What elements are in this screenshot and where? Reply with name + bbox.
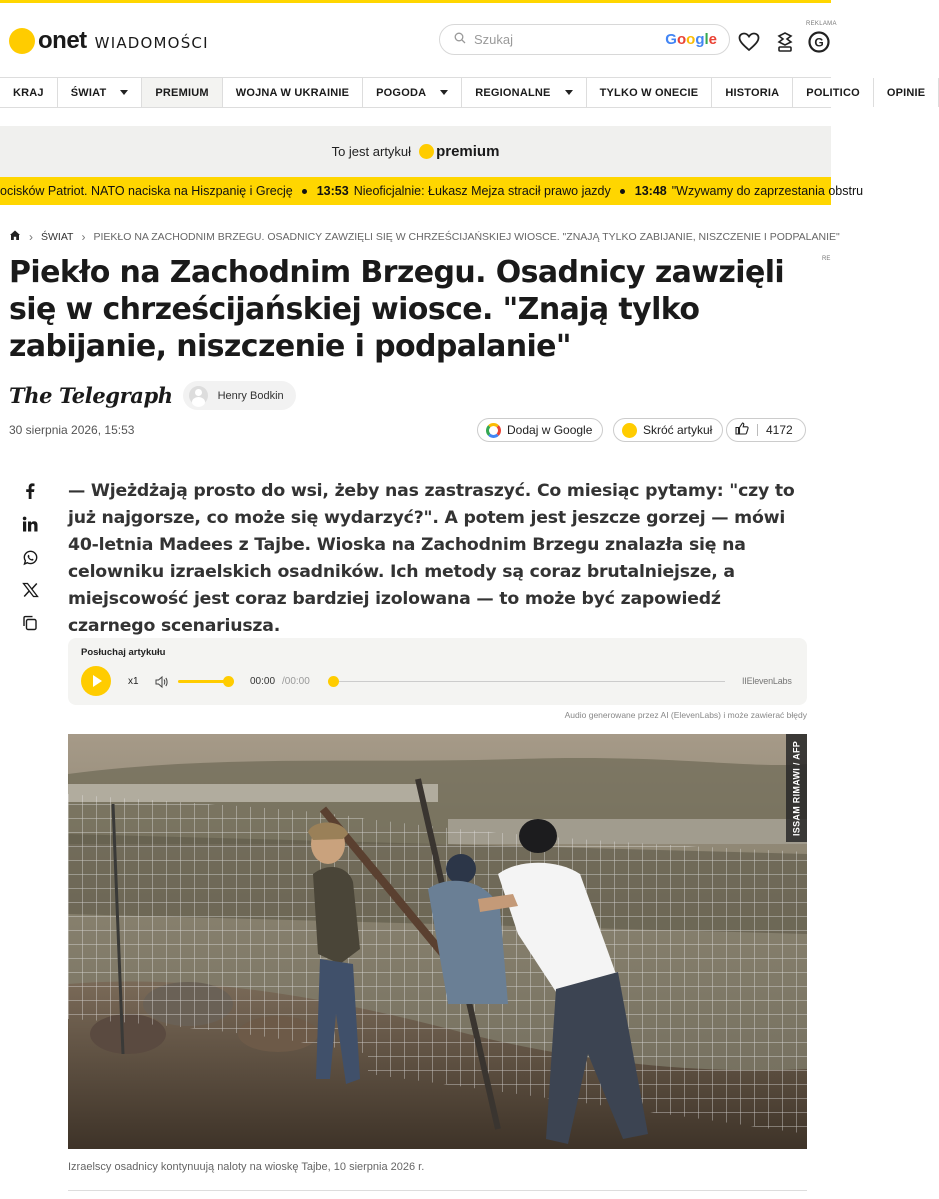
elevenlabs-logo: IIElevenLabs (742, 676, 792, 686)
search-input[interactable] (474, 32, 664, 47)
premium-text: To jest artykuł (331, 144, 412, 159)
progress-bar[interactable] (339, 681, 725, 682)
speed-button[interactable]: x1 (128, 676, 139, 687)
google-icon (486, 423, 501, 438)
search-icon (454, 31, 466, 49)
author-name: Henry Bodkin (217, 389, 284, 402)
x-icon[interactable] (18, 579, 42, 601)
nav-item-historia[interactable] (712, 78, 793, 107)
nav-item-kraj[interactable] (0, 78, 58, 107)
nav-item-politico[interactable] (793, 78, 874, 107)
onet-logo[interactable] (9, 27, 209, 55)
nav-item-label: TYLKO W ONECIE (599, 86, 699, 99)
chevron-down-icon (565, 90, 573, 95)
breadcrumb-section[interactable]: ŚWIAT (41, 230, 74, 243)
site-header (0, 3, 837, 75)
copy-icon[interactable] (18, 612, 42, 634)
divider (68, 1190, 807, 1191)
nav-item-label: REGIONALNE (475, 86, 551, 99)
divider (757, 424, 758, 436)
facebook-icon[interactable] (18, 480, 42, 502)
ticker-text: "Wzywamy do zaprzestania obstru (671, 184, 864, 198)
breadcrumb-current: PIEKŁO NA ZACHODNIM BRZEGU. OSADNICY ZAWZIĘLI SIĘ W CHRZEŚCIJAŃSKIEJ WIOSCE. "ZNAJĄ TYLKO ZABIJANIE, NISZCZENIE I PODPALANIE" (93, 230, 840, 243)
nav-item-label: HISTORIA (725, 86, 780, 99)
chevron-down-icon (120, 90, 128, 95)
side-ad-label: RE (822, 256, 831, 262)
logo-section: WIADOMOŚCI (94, 33, 209, 52)
google-logo: Google (665, 31, 717, 48)
article-photo[interactable] (68, 734, 807, 1149)
audio-player (68, 638, 807, 705)
volume-knob[interactable] (223, 676, 234, 687)
progress-knob[interactable] (328, 676, 339, 687)
chevron-right-icon: › (29, 229, 33, 244)
like-button[interactable] (726, 418, 806, 442)
byline (9, 381, 296, 410)
shorten-article-button[interactable] (613, 418, 723, 442)
audio-label: Posłuchaj artykułu (81, 647, 166, 658)
summary-icon (622, 423, 637, 438)
publish-date: 30 sierpnia 2026, 15:53 (9, 423, 135, 437)
nav-item-pogoda[interactable] (363, 78, 462, 107)
photo-credit: ISSAM RIMAWI / AFP (786, 734, 807, 842)
ticker-separator (620, 189, 625, 194)
time-current: 00:00 (250, 676, 276, 687)
shorten-label: Skróć artykuł (643, 423, 713, 437)
time-total: /00:00 (282, 676, 310, 687)
chevron-right-icon: › (81, 229, 86, 244)
nav-item-regionalne[interactable] (462, 78, 586, 107)
main-nav (0, 77, 926, 108)
ticker-item[interactable] (635, 184, 863, 198)
premium-banner (0, 126, 831, 177)
play-button[interactable] (81, 666, 111, 696)
svg-text:G: G (814, 35, 824, 50)
volume-icon[interactable] (155, 675, 168, 693)
nav-item-label: OPINIE (886, 86, 926, 99)
nav-item-label: POGODA (376, 86, 427, 99)
audio-disclaimer: Audio generowane przez AI (ElevenLabs) i może zawierać błędy (564, 710, 807, 720)
nav-item-label: PREMIUM (155, 86, 209, 99)
logo-dot (9, 28, 35, 54)
add-google-button[interactable] (477, 418, 603, 442)
photo-caption: Izraelscy osadnicy kontynuują naloty na wioskę Tajbe, 10 sierpnia 2026 r. (68, 1161, 425, 1173)
add-google-label: Dodaj w Google (507, 423, 593, 437)
source-logo[interactable]: The Telegraph (9, 383, 173, 408)
ticker-time: 13:48 (634, 184, 667, 198)
home-icon[interactable] (9, 229, 21, 244)
nav-item-premium[interactable] (142, 78, 222, 107)
premium-badge[interactable]: premium (436, 143, 500, 160)
nav-item-świat[interactable] (58, 78, 143, 107)
ticker-item[interactable] (0, 184, 307, 198)
ticker-text: ocisków Patriot. NATO naciska na Hiszpanię i Grecję (0, 184, 293, 198)
breadcrumb (9, 229, 840, 244)
premium-dot (419, 144, 434, 159)
nav-item-label: KRAJ (13, 86, 44, 99)
author-chip[interactable] (183, 381, 296, 410)
nav-item-opinie[interactable] (874, 78, 939, 107)
ticker-text: Nieoficjalnie: Łukasz Mejza stracił prawo jazdy (353, 184, 611, 198)
nav-item-label: ŚWIAT (70, 86, 107, 99)
heart-icon[interactable] (738, 31, 760, 53)
nav-item-wojna-w-ukrainie[interactable] (223, 78, 363, 107)
ticker-item[interactable] (317, 184, 625, 198)
search-box[interactable] (439, 24, 730, 55)
whatsapp-icon[interactable] (18, 546, 42, 568)
thumbs-up-icon (735, 422, 749, 438)
nav-item-tylko-w-onecie[interactable] (587, 78, 713, 107)
ad-label: REKLAMA (806, 21, 837, 27)
account-icon[interactable] (808, 31, 830, 53)
nav-item-label: WOJNA W UKRAINIE (235, 86, 350, 99)
notifications-icon[interactable] (774, 31, 796, 53)
avatar (189, 386, 208, 405)
ticker-time: 13:53 (316, 184, 349, 198)
article-lead: — Wjeżdżają prosto do wsi, żeby nas zastraszyć. Co miesiąc pytamy: "czy to już najgorsze, co może się wydarzyć?". A potem jest jeszcze gorzej — mówi 40-letnia Madees z Tajbe. Wioska na Zachodnim Brzegu znalazła się na celowniku izraelskich osadników. Ich metody są coraz brutalniejsze, a miejscowość jest coraz bardziej izolowana — to może być zapowiedź czarnego scenariusza. (68, 481, 795, 636)
logo-word: onet (38, 27, 87, 54)
chevron-down-icon (440, 90, 448, 95)
ticker-separator (302, 189, 307, 194)
nav-item-label: POLITICO (806, 86, 860, 99)
news-ticker (0, 177, 864, 205)
like-count: 4172 (766, 423, 793, 437)
article-title: Piekło na Zachodnim Brzegu. Osadnicy zawzięli się w chrześcijańskiej wiosce. "Znają tylko zabijanie, niszczenie i podpalanie" (9, 255, 785, 364)
linkedin-icon[interactable] (18, 513, 42, 535)
